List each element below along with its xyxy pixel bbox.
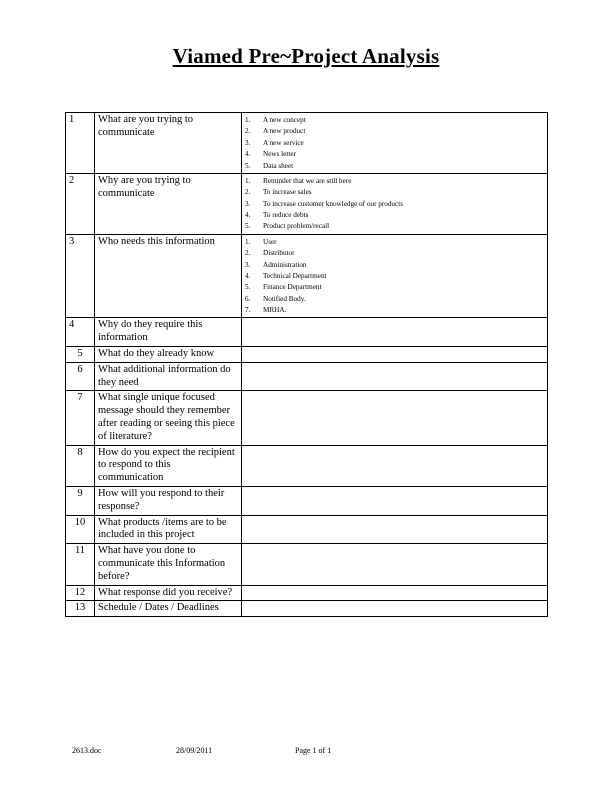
answer-cell[interactable] bbox=[242, 585, 548, 601]
answer-options-list bbox=[245, 176, 544, 233]
question-row bbox=[66, 544, 548, 585]
question-number: 3 bbox=[66, 234, 95, 318]
question-text: What additional information do they need bbox=[95, 362, 242, 391]
question-row bbox=[66, 515, 548, 544]
footer-filename: 2613.doc bbox=[72, 746, 102, 755]
option-text: To reduce debts bbox=[263, 211, 309, 219]
question-number: 1 bbox=[66, 113, 95, 174]
option-number: 7. bbox=[245, 306, 251, 314]
question-text: Schedule / Dates / Deadlines bbox=[95, 601, 242, 617]
option-number: 2. bbox=[245, 127, 251, 136]
question-text: Why are you trying to communicate bbox=[95, 173, 242, 234]
answer-option bbox=[245, 237, 544, 248]
question-row bbox=[66, 318, 548, 347]
option-number: 2. bbox=[245, 188, 251, 197]
answer-option bbox=[245, 271, 544, 282]
question-text: What do they already know bbox=[95, 346, 242, 362]
option-number: 5. bbox=[245, 161, 251, 170]
answer-options-list bbox=[245, 237, 544, 317]
answer-cell[interactable] bbox=[242, 318, 548, 347]
answer-cell[interactable] bbox=[242, 346, 548, 362]
question-text: What are you trying to communicate bbox=[95, 113, 242, 174]
option-number: 4. bbox=[245, 211, 251, 219]
footer-date: 28/09/2011 bbox=[176, 746, 213, 755]
question-number: 6 bbox=[66, 362, 95, 391]
option-number: 5. bbox=[245, 283, 251, 292]
option-text: Product problem/recall bbox=[263, 222, 330, 231]
option-text: Technical Department bbox=[263, 271, 327, 280]
option-text: Reminder that we are still here bbox=[263, 176, 352, 185]
question-row bbox=[66, 391, 548, 445]
option-text: News letter bbox=[263, 150, 296, 159]
answer-option bbox=[245, 187, 544, 198]
option-number: 1. bbox=[245, 176, 251, 185]
option-text: To increase sales bbox=[263, 188, 312, 197]
option-text: To increase customer knowledge of our products bbox=[263, 199, 404, 208]
question-number: 4 bbox=[66, 318, 95, 347]
option-text: Notified Body. bbox=[263, 294, 306, 303]
question-row bbox=[66, 173, 548, 234]
option-text: Distributor bbox=[263, 249, 295, 258]
answer-option bbox=[245, 294, 544, 305]
answer-cell[interactable] bbox=[242, 544, 548, 585]
question-number: 9 bbox=[66, 486, 95, 515]
question-text: How will you respond to their response? bbox=[95, 486, 242, 515]
answer-option bbox=[245, 221, 544, 232]
question-text: How do you expect the recipient to respond to this communication bbox=[95, 445, 242, 486]
option-number: 3. bbox=[245, 138, 251, 147]
option-text: A new concept bbox=[263, 116, 306, 124]
answer-option bbox=[245, 199, 544, 210]
question-number: 13 bbox=[66, 601, 95, 617]
question-row bbox=[66, 486, 548, 515]
answer-option bbox=[245, 126, 544, 137]
option-number: 2. bbox=[245, 249, 251, 258]
answer-cell[interactable] bbox=[242, 445, 548, 486]
option-text: User bbox=[263, 237, 277, 246]
question-row bbox=[66, 234, 548, 318]
question-row bbox=[66, 585, 548, 601]
analysis-table bbox=[65, 112, 548, 617]
question-number: 10 bbox=[66, 515, 95, 544]
answer-option bbox=[245, 149, 544, 160]
answer-option bbox=[245, 161, 544, 172]
answer-option bbox=[245, 210, 544, 221]
answer-option bbox=[245, 115, 544, 126]
question-text: What have you done to communicate this Information before? bbox=[95, 544, 242, 585]
option-text: Administration bbox=[263, 260, 307, 269]
answer-cell[interactable] bbox=[242, 362, 548, 391]
answer-option bbox=[245, 282, 544, 293]
question-number: 12 bbox=[66, 585, 95, 601]
option-text: Finance Department bbox=[263, 283, 322, 292]
answer-cell[interactable] bbox=[242, 113, 548, 174]
option-number: 1. bbox=[245, 116, 251, 124]
answer-cell[interactable] bbox=[242, 173, 548, 234]
option-number: 4. bbox=[245, 150, 251, 159]
question-number: 5 bbox=[66, 346, 95, 362]
question-text: Who needs this information bbox=[95, 234, 242, 318]
option-number: 4. bbox=[245, 271, 251, 280]
question-number: 2 bbox=[66, 173, 95, 234]
answer-option bbox=[245, 305, 544, 316]
answer-cell[interactable] bbox=[242, 601, 548, 617]
footer-page: Page 1 of 1 bbox=[295, 746, 332, 755]
answer-cell[interactable] bbox=[242, 486, 548, 515]
option-number: 1. bbox=[245, 237, 251, 246]
question-number: 11 bbox=[66, 544, 95, 585]
question-text: What products /items are to be included in this project bbox=[95, 515, 242, 544]
document-title: Viamed Pre~Project Analysis bbox=[172, 44, 440, 68]
option-text: A new product bbox=[263, 127, 306, 136]
question-number: 7 bbox=[66, 391, 95, 445]
question-text: What single unique focused message should they remember after reading or seeing this piece of literature? bbox=[95, 391, 242, 445]
answer-cell[interactable] bbox=[242, 515, 548, 544]
answer-options-list bbox=[245, 115, 544, 172]
question-text: What response did you receive? bbox=[95, 585, 242, 601]
option-number: 6. bbox=[245, 294, 251, 303]
question-number: 8 bbox=[66, 445, 95, 486]
question-row bbox=[66, 445, 548, 486]
question-row bbox=[66, 601, 548, 617]
question-row bbox=[66, 346, 548, 362]
option-text: A new service bbox=[263, 138, 304, 147]
option-text: Data sheet bbox=[263, 161, 294, 170]
option-number: 3. bbox=[245, 260, 251, 269]
answer-option bbox=[245, 248, 544, 259]
question-row bbox=[66, 113, 548, 174]
answer-option bbox=[245, 176, 544, 187]
option-number: 5. bbox=[245, 222, 251, 231]
answer-option bbox=[245, 260, 544, 271]
question-text: Why do they require this information bbox=[95, 318, 242, 347]
answer-option bbox=[245, 138, 544, 149]
option-number: 3. bbox=[245, 199, 251, 208]
option-text: MRHA. bbox=[263, 306, 287, 314]
answer-cell[interactable] bbox=[242, 234, 548, 318]
answer-cell[interactable] bbox=[242, 391, 548, 445]
question-row bbox=[66, 362, 548, 391]
